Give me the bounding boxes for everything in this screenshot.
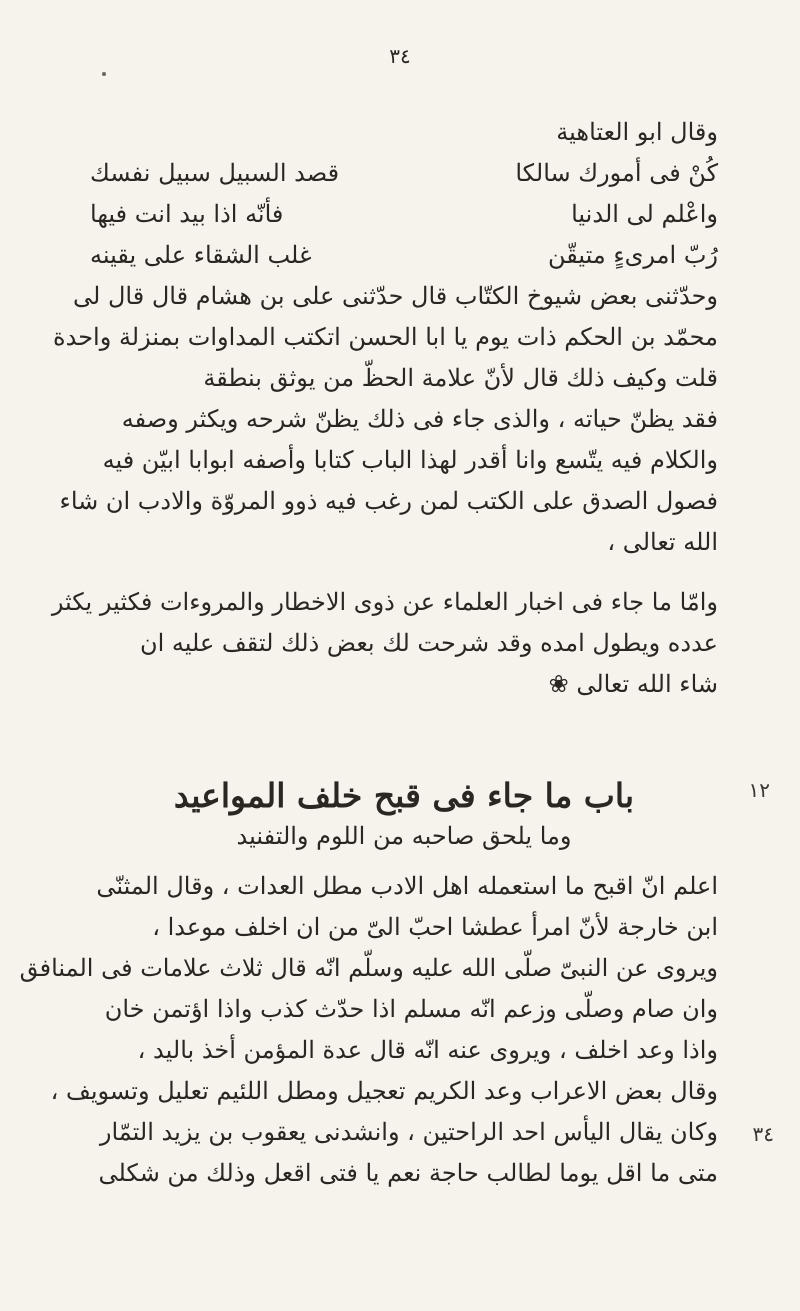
text-line: وامّا ما جاء فى اخبار العلماء عن ذوى الاخطار والمروءات فكثير يكثر (51, 588, 718, 616)
verse-second-hemistich: فأنّه اذا بيد انت فيها (90, 200, 284, 228)
ink-dot (102, 72, 106, 76)
paragraph-hadith-chain (53, 276, 718, 563)
verse-line (90, 235, 718, 276)
poem-block (90, 112, 718, 276)
verse-second-hemistich: غلب الشقاء على يقينه (90, 241, 312, 269)
text-line: ويروى عن النبىّ صلّى الله عليه وسلّم انّه قال ثلاث علامات فى المنافق (19, 954, 718, 982)
paragraph-closing (51, 582, 718, 705)
text-line: وحدّثنى بعض شيوخ الكتّاب قال حدّثنى على بن هشام قال قال لى (73, 282, 718, 310)
text-line: فقد يظنّ حياته ، والذى جاء فى ذلك يظنّ شرحه ويكثر وصفه (121, 405, 718, 433)
verse-line (90, 153, 718, 194)
text-line: فصول الصدق على الكتب لمن رغب فيه ذوو المروّة والادب ان شاء (59, 487, 718, 515)
verse-line (90, 194, 718, 235)
section-number: ١٢ (748, 778, 770, 802)
text-line: اعلم انّ اقبح ما استعمله اهل الادب مطل العدات ، وقال المثنّى (96, 872, 718, 900)
chapter-subheading: وما يلحق صاحبه من اللوم والتفنيد (236, 822, 572, 850)
poem-attribution: وقال ابو العتاهية (556, 118, 718, 146)
chapter-heading: باب ما جاء فى قبح خلف المواعيد (173, 776, 635, 815)
text-line: وكان يقال اليأس احد الراحتين ، وانشدنى يعقوب بن يزيد التمّار (99, 1118, 718, 1146)
verse-first-hemistich: كُنْ فى أمورك سالكا (515, 159, 718, 187)
text-line: شاء الله تعالى ❀ (548, 670, 718, 698)
verse-first-hemistich: رُبّ امرىءٍ متيقّن (547, 241, 718, 269)
text-line: قلت وكيف ذلك قال لأنّ علامة الحظّ من يوثق بنطقة (203, 364, 718, 392)
text-line: ابن خارجة لأنّ امرأ عطشا احبّ الىّ من ان اخلف موعدا ، (152, 913, 718, 941)
verse-first-hemistich: واعْلم لى الدنيا (571, 200, 718, 228)
text-line: محمّد بن الحكم ذات يوم يا ابا الحسن اتكتب المداوات بمنزلة واحدة (53, 323, 718, 351)
text-line: الله تعالى ، (607, 528, 718, 556)
page-number: ٣٤ (389, 44, 411, 68)
verse-second-hemistich: قصد السبيل سبيل نفسك (90, 159, 340, 187)
text-line: عدده ويطول امده وقد شرحت لك بعض ذلك لتقف عليه ان (139, 629, 718, 657)
text-line: وان صام وصلّى وزعم انّه مسلم اذا حدّث كذب واذا اؤتمن خان (104, 995, 718, 1023)
text-line: واذا وعد اخلف ، ويروى عنه انّه قال عدة المؤمن أخذ باليد ، (137, 1036, 718, 1064)
line-reference-number: ٣٤ (752, 1122, 774, 1146)
text-line: وقال بعض الاعراب وعد الكريم تعجيل ومطل اللئيم تعليل وتسويف ، (50, 1077, 718, 1105)
text-line: متى ما اقل يوما لطالب حاجة نعم يا فتى اقعل وذلك من شكلى (98, 1159, 718, 1187)
text-line: والكلام فيه يتّسع وانا أقدر لهذا الباب كتابا وأصفه ابوابا ابيّن فيه (102, 446, 718, 474)
paragraph-broken-promises (19, 866, 718, 1194)
